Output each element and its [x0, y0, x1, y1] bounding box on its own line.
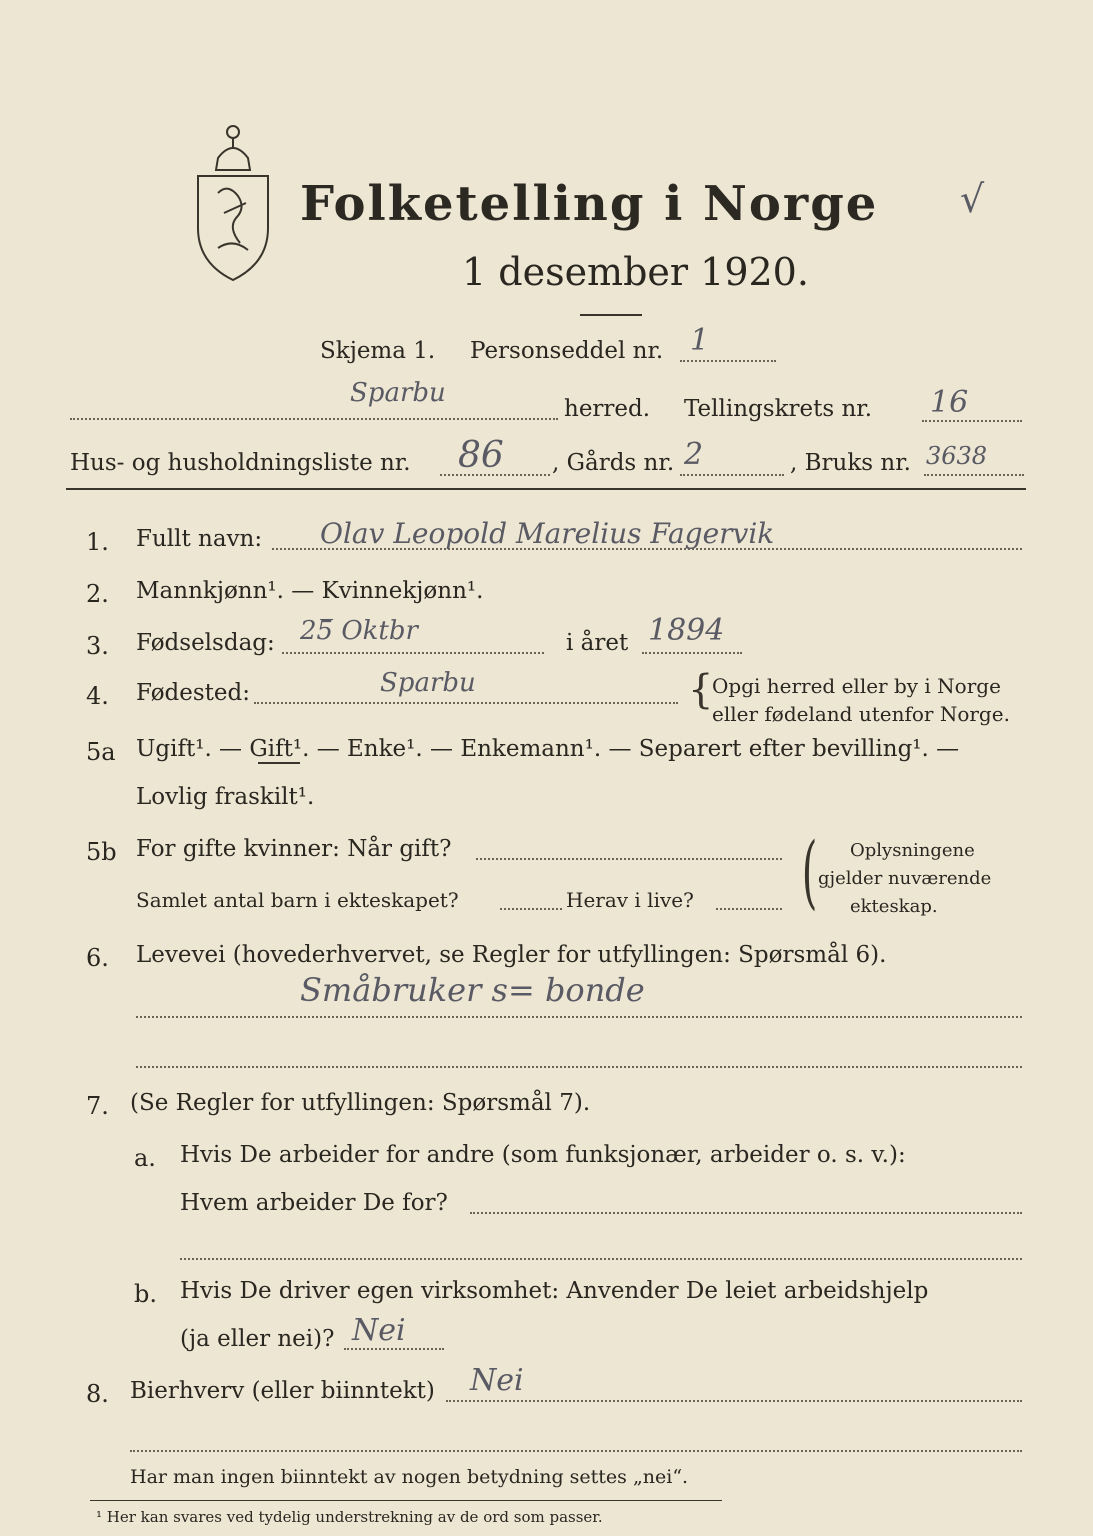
- q7b-text: Hvis De driver egen virksomhet: Anvender De leiet arbeidshjelp: [180, 1278, 929, 1304]
- hired-help-field[interactable]: [344, 1348, 444, 1350]
- birth-year-value: 1894: [648, 613, 725, 648]
- tellingskrets-field[interactable]: [922, 420, 1022, 422]
- bruks-value: 3638: [926, 442, 988, 470]
- q3-number: 3.: [86, 632, 109, 660]
- norway-coat-of-arms-icon: [188, 118, 278, 288]
- side-income-value: Nei: [470, 1363, 524, 1398]
- q5b-label-children: Samlet antal barn i ekteskapet?: [136, 888, 459, 912]
- year-label: i året: [566, 630, 629, 656]
- birthplace-field[interactable]: [254, 702, 678, 704]
- q6-label: Levevei (hovederhvervet, se Regler for utfyllingen: Spørsmål 6).: [136, 942, 887, 968]
- schema-label: Skjema 1.: [320, 338, 436, 364]
- birthplace-brace: {: [688, 667, 714, 713]
- children-living-field[interactable]: [716, 908, 782, 910]
- tellingskrets-label: Tellingskrets nr.: [684, 396, 873, 422]
- employer-field-2[interactable]: [180, 1258, 1022, 1260]
- occupation-value: Småbruker s= bonde: [300, 971, 645, 1009]
- q1-number: 1.: [86, 528, 109, 556]
- gards-value: 2: [684, 437, 704, 472]
- q7a-letter: a.: [134, 1144, 156, 1172]
- q8-number: 8.: [86, 1380, 109, 1408]
- full-name-value: Olav Leopold Marelius Fagervik: [320, 517, 775, 550]
- q4-label: Fødested:: [136, 680, 251, 706]
- children-count-field[interactable]: [500, 908, 562, 910]
- birthplace-value: Sparbu: [380, 668, 476, 698]
- header-rule: [66, 488, 1026, 490]
- herred-label: herred.: [564, 396, 651, 422]
- footnote: ¹ Her kan svares ved tydelig understrekning av de ord som passer.: [96, 1508, 603, 1526]
- employer-field[interactable]: [470, 1212, 1022, 1214]
- tellingskrets-value: 16: [930, 385, 969, 420]
- herred-field[interactable]: [70, 418, 558, 420]
- personseddel-value: 1: [690, 323, 710, 358]
- q7a-question: Hvem arbeider De for?: [180, 1190, 448, 1216]
- hired-help-value: Nei: [352, 1313, 406, 1348]
- side-income-field[interactable]: [446, 1400, 1022, 1402]
- q8-label: Bierhverv (eller biinntekt): [130, 1378, 435, 1404]
- birthplace-note-2: eller fødeland utenfor Norge.: [712, 702, 1010, 726]
- husliste-label: Hus- og husholdningsliste nr.: [70, 450, 411, 476]
- footnote-rule: [90, 1500, 722, 1501]
- q5b-brace: (: [801, 825, 818, 918]
- husliste-value: 86: [458, 435, 504, 476]
- q7b-question: (ja eller nei)?: [180, 1326, 335, 1352]
- gender-options[interactable]: Mannkjønn¹. — Kvinnekjønn¹.: [136, 578, 484, 604]
- q5b-note-2: gjelder nuværende: [818, 868, 992, 889]
- personseddel-label: Personseddel nr.: [470, 338, 664, 364]
- q5b-note-1: Oplysningene: [850, 840, 975, 861]
- title-divider: [580, 314, 642, 316]
- personseddel-field[interactable]: [680, 360, 776, 362]
- q4-number: 4.: [86, 682, 109, 710]
- bruks-label: , Bruks nr.: [790, 450, 911, 476]
- footer-note: Har man ingen biinntekt av nogen betydning settes „nei“.: [130, 1466, 689, 1488]
- q7-number: 7.: [86, 1092, 109, 1120]
- check-mark: √: [960, 177, 985, 221]
- q7-label: (Se Regler for utfyllingen: Spørsmål 7).: [130, 1090, 591, 1116]
- birthday-field[interactable]: [282, 652, 544, 654]
- q1-label: Fullt navn:: [136, 526, 263, 552]
- gards-label: , Gårds nr.: [552, 450, 675, 476]
- birth-year-field[interactable]: [642, 652, 742, 654]
- married-when-field[interactable]: [476, 858, 782, 860]
- q5a-number: 5a: [86, 738, 116, 766]
- q3-label: Fødselsdag:: [136, 630, 275, 656]
- q7a-text: Hvis De arbeider for andre (som funksjonær, arbeider o. s. v.):: [180, 1142, 906, 1168]
- birthday-value: 25̅ Oktbr: [300, 616, 418, 646]
- form-title: Folketelling i Norge: [300, 176, 879, 232]
- marital-options-line-2[interactable]: Lovlig fraskilt¹.: [136, 784, 315, 810]
- gards-field[interactable]: [680, 474, 784, 476]
- herred-value: Sparbu: [350, 378, 446, 408]
- q5b-label-married: For gifte kvinner: Når gift?: [136, 836, 452, 862]
- marital-options[interactable]: Ugift¹. — Gift¹. — Enke¹. — Enkemann¹. — Separert efter bevilling¹. —: [136, 736, 960, 762]
- birthplace-note-1: Opgi herred eller by i Norge: [712, 674, 1001, 698]
- q6-number: 6.: [86, 944, 109, 972]
- bruks-field[interactable]: [924, 474, 1024, 476]
- gift-underline: [258, 762, 300, 764]
- q5b-number: 5b: [86, 838, 117, 866]
- q7b-letter: b.: [134, 1280, 157, 1308]
- census-date: 1 desember 1920.: [462, 250, 809, 294]
- q5b-label-living: Herav i live?: [566, 888, 694, 912]
- q2-number: 2.: [86, 580, 109, 608]
- q5b-note-3: ekteskap.: [850, 896, 938, 917]
- occupation-field[interactable]: [136, 1016, 1022, 1018]
- side-income-field-2[interactable]: [130, 1450, 1022, 1452]
- occupation-field-2[interactable]: [136, 1066, 1022, 1068]
